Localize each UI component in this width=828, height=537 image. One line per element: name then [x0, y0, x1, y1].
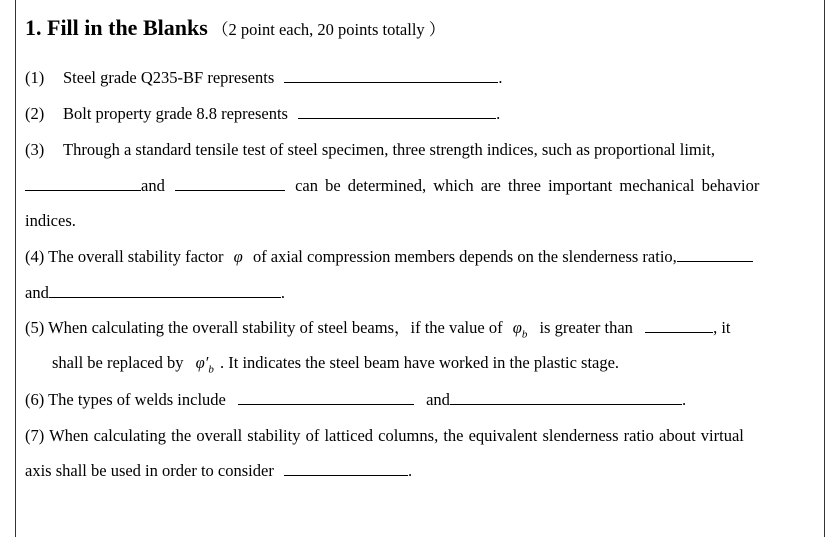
question-4-line-2	[25, 283, 285, 303]
question-text: (5) When calculating the overall stability of steel beams，if the value of	[25, 318, 503, 337]
question-5-line-1	[25, 318, 730, 344]
phi-symbol: φ	[512, 318, 522, 337]
question-text: is greater than	[539, 318, 633, 337]
question-text: axis shall be used in order to consider	[25, 461, 274, 480]
subscript-b: b	[208, 363, 214, 376]
phi-prime-symbol: φ′	[195, 353, 209, 372]
question-text: , it	[713, 318, 731, 337]
question-text: Bolt property grade 8.8 represents	[63, 104, 288, 123]
question-text: shall be replaced by	[52, 353, 184, 372]
phi-symbol: φ	[233, 247, 243, 266]
question-3-line-1	[25, 140, 715, 160]
question-number: (3)	[25, 140, 45, 159]
question-text: . It indicates the steel beam have worked in the plastic stage.	[219, 353, 620, 372]
subscript-b: b	[521, 328, 528, 341]
question-5-line-2	[52, 353, 619, 379]
question-text: can be determined, which are three important mechanical behavior	[295, 176, 760, 195]
question-7-line-1	[25, 426, 744, 446]
answer-blank-6b[interactable]	[450, 390, 682, 405]
question-text: Steel grade Q235-BF represents	[63, 68, 275, 87]
points-note: （2 point each, 20 points totally ）	[212, 20, 446, 39]
punctuation: .	[407, 461, 413, 480]
punctuation: .	[496, 104, 501, 123]
question-1	[25, 68, 503, 88]
question-7-line-2	[25, 461, 412, 481]
and-word: and	[426, 390, 450, 409]
answer-blank-2[interactable]	[298, 104, 496, 119]
question-text: Through a standard tensile test of steel specimen, three strength indices, such as proportional limit,	[63, 140, 716, 159]
question-6	[25, 390, 686, 410]
punctuation: .	[280, 283, 285, 302]
phi-b-prime-symbol	[195, 353, 214, 376]
question-number: (2)	[25, 104, 45, 123]
answer-blank-4a[interactable]	[677, 247, 753, 262]
question-number: (1)	[25, 68, 45, 87]
answer-blank-3b[interactable]	[175, 176, 285, 191]
question-text: (4) The overall stability factor	[25, 247, 224, 266]
punctuation: .	[498, 68, 503, 87]
punctuation: .	[681, 390, 687, 409]
answer-blank-4b[interactable]	[49, 283, 281, 298]
answer-blank-5[interactable]	[645, 318, 713, 333]
answer-blank-1[interactable]	[284, 68, 498, 83]
answer-blank-6a[interactable]	[238, 390, 414, 405]
question-text: of axial compression members depends on the slenderness ratio,	[252, 247, 677, 266]
question-4-line-1	[25, 247, 753, 267]
section-title	[25, 15, 446, 40]
section-heading: 1. Fill in the Blanks	[25, 15, 208, 40]
and-word: and	[141, 176, 165, 195]
question-text: (7) When calculating the overall stability of latticed columns, the equivalent slenderness ratio about virtual	[25, 426, 744, 445]
phi-b-symbol	[512, 318, 528, 341]
question-2	[25, 104, 500, 124]
answer-blank-3a[interactable]	[25, 176, 141, 191]
and-word: and	[25, 283, 49, 302]
question-3-line-2	[25, 176, 759, 196]
question-text: (6) The types of welds include	[25, 390, 226, 409]
answer-blank-7[interactable]	[284, 461, 408, 476]
question-3-line-3	[25, 211, 76, 231]
question-text: indices.	[25, 211, 76, 230]
